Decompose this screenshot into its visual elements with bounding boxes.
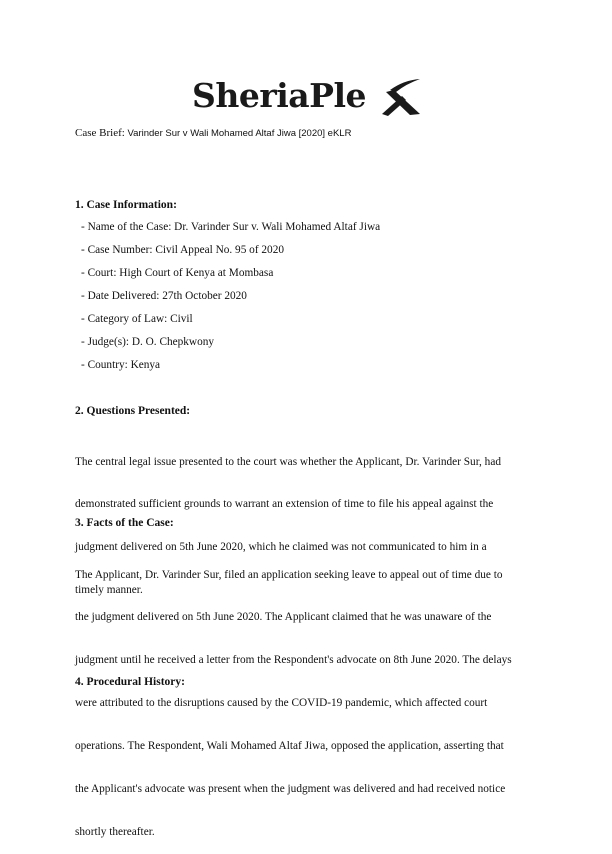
info-date-delivered: - Date Delivered: 27th October 2020: [81, 290, 247, 302]
info-case-name: - Name of the Case: Dr. Varinder Sur v. Wali Mohamed Altaf Jiwa: [81, 221, 381, 233]
paragraph-line: The central legal issue presented to the court was whether the Applicant, Dr. Varinder Sur, had: [75, 455, 501, 468]
info-judges: - Judge(s): D. O. Chepkwony: [81, 336, 215, 348]
paragraph-line: shortly thereafter.: [75, 825, 155, 838]
section-heading-questions-presented: 2. Questions Presented:: [75, 405, 191, 417]
section-heading-case-information: 1. Case Information:: [75, 199, 177, 211]
paragraph-line: timely manner.: [75, 584, 143, 597]
paragraph-line: judgment until he received a letter from the Respondent's advocate on 8th June 2020. The delays: [75, 654, 512, 667]
info-country: - Country: Kenya: [81, 359, 161, 371]
paragraph-line: were attributed to the disruptions caused by the COVID-19 pandemic, which affected court: [75, 697, 488, 710]
info-court: - Court: High Court of Kenya at Mombasa: [81, 267, 274, 279]
paragraph-line: demonstrated sufficient grounds to warrant an extension of time to file his appeal against the: [75, 498, 494, 511]
logo-text: SheriaPle: [192, 76, 366, 115]
info-case-number: - Case Number: Civil Appeal No. 95 of 2020: [81, 244, 285, 256]
paragraph-line: judgment delivered on 5th June 2020, which he claimed was not communicated to him in a: [75, 541, 487, 554]
paragraph-line: the Applicant's advocate was present when the judgment was delivered and had received notice: [75, 783, 506, 796]
logo-x-mark-icon: [380, 78, 422, 116]
case-brief-title: [75, 127, 351, 139]
case-brief-name: Varinder Sur v Wali Mohamed Altaf Jiwa [2020] eKLR: [127, 128, 352, 139]
paragraph-line: operations. The Respondent, Wali Mohamed Altaf Jiwa, opposed the application, asserting that: [75, 740, 504, 753]
sheriaplex-logo: [192, 74, 422, 118]
info-category-of-law: - Category of Law: Civil: [81, 313, 193, 325]
case-brief-label: Case Brief:: [75, 127, 128, 139]
facts-of-the-case-paragraph: [75, 539, 545, 854]
section-heading-facts-of-the-case: 3. Facts of the Case:: [75, 517, 174, 529]
paragraph-line: the judgment delivered on 5th June 2020. The Applicant claimed that he was unaware of the: [75, 611, 492, 624]
paragraph-line: The Applicant, Dr. Varinder Sur, filed an application seeking leave to appeal out of time due to: [75, 568, 503, 581]
section-heading-procedural-history: 4. Procedural History:: [75, 676, 185, 688]
